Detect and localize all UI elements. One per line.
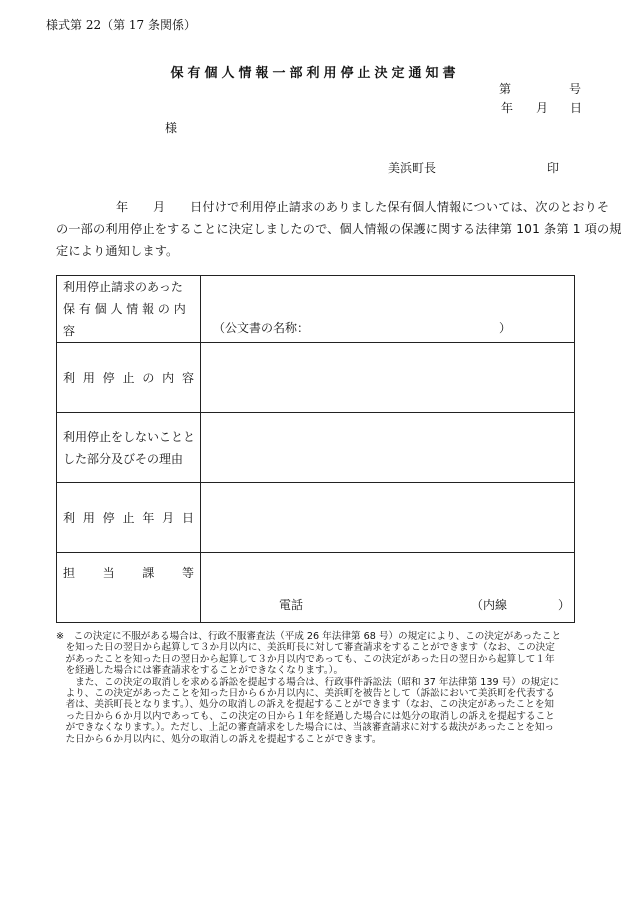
label-char: 止: [122, 371, 135, 385]
label-char: 当: [102, 565, 115, 580]
note-line: を経過した場合には審査請求をすることができなくなります。）。: [56, 665, 344, 677]
telephone-label: 電話: [279, 598, 304, 612]
label-char: 月: [162, 511, 175, 525]
label-suspension-date: [57, 483, 201, 553]
label-line: 保 有 個 人 情 報 の 内 容: [63, 302, 186, 338]
label-char: 容: [181, 371, 194, 385]
label-char: 停: [102, 371, 115, 385]
label-line: した部分及びその理由: [63, 451, 184, 466]
note-line: ができなくなります。）。ただし、上記の審査請求をした場合には、当該審査請求に対する裁決があったことを知っ: [56, 722, 555, 734]
label-suspension-content: [57, 343, 201, 413]
doc-name-label: （公文書の名称：: [213, 321, 310, 335]
date-day: 日: [570, 101, 583, 115]
label-not-suspended-reason: [57, 413, 201, 483]
note-line: より、この決定があったことを知った日から６か月以内に、美浜町を被告として（訴訟において美浜町を代表する: [56, 688, 555, 700]
note-line: を知った日の翌日から起算して３か月以内に、美浜町長に対して審査請求をすることができます（なお、この決定: [56, 642, 555, 654]
table-row: [57, 413, 575, 483]
label-char: 用: [82, 511, 95, 525]
not-suspended-reason-field[interactable]: [201, 413, 575, 483]
label-requested-info: [57, 276, 201, 343]
note-line: また、この決定の取消しを求める訴訟を提起する場合は、行政事件訴訟法（昭和 37 年法律第 139 号）の規定に: [56, 676, 560, 688]
label-line: 利用停止をしないことと: [63, 429, 196, 444]
note-line: ※ この決定に不服がある場合は、行政不服審査法（平成 26 年法律第 68 号）の規定により、この決定があったこと: [56, 631, 562, 642]
body-line: 年 月 日付けで利用停止請求のありました保有個人情報については、次のとおりそ: [116, 200, 610, 214]
extension-label: （内線: [471, 598, 508, 612]
table-row: [57, 343, 575, 413]
seal-mark: 印: [547, 161, 560, 175]
extension-close: ）: [558, 598, 571, 612]
label-char: 年: [142, 511, 155, 525]
note-line: 者は、美浜町長となります。）、処分の取消しの訴えを提起することができます（なお、この決定があったことを知: [56, 699, 555, 711]
table-row: [57, 483, 575, 553]
table-row: [57, 553, 575, 623]
label-char: 利: [63, 511, 76, 525]
label-char: 止: [122, 511, 135, 525]
label-section-in-charge: [57, 553, 201, 623]
sender-name: 美浜町長: [388, 161, 437, 175]
label-char: 利: [63, 371, 76, 385]
recipient-honorific: 様: [165, 121, 178, 135]
label-char: 等: [181, 565, 194, 580]
label-char: 課: [142, 565, 155, 580]
body-line: の一部の利用停止をすることに決定しましたので、個人情報の保護に関する法律第 101 条第 1 項の規: [56, 222, 622, 236]
suspension-content-field[interactable]: [201, 343, 575, 413]
document-title: 保有個人情報一部利用停止決定通知書: [170, 66, 460, 81]
label-char: 内: [162, 371, 175, 385]
section-in-charge-field[interactable]: [201, 553, 575, 623]
notice-body: [56, 196, 622, 262]
doc-number-prefix: 第: [499, 82, 512, 96]
date-year: 年: [501, 101, 514, 115]
note-line: があったことを知った日の翌日から起算して３か月以内であっても、この決定があった日の翌日から起算して１年: [56, 653, 555, 665]
requested-info-field[interactable]: [201, 276, 575, 343]
label-char: 日: [181, 511, 194, 525]
suspension-date-field[interactable]: [201, 483, 575, 553]
body-line: 定により通知します。: [56, 244, 179, 258]
label-line: 利用停止請求のあった: [63, 280, 183, 294]
decision-table: [56, 275, 575, 623]
note-line: た日から６か月以内に、処分の取消しの訴えを提起することができます。: [56, 733, 382, 745]
table-row: [57, 276, 575, 343]
doc-name-close: ）: [499, 321, 512, 335]
label-char: の: [142, 371, 155, 385]
note-line: った日から６か月以内であっても、この決定の日から１年を経過した場合には処分の取消しの訴えを提起すること: [56, 710, 555, 722]
label-char: 用: [82, 371, 95, 385]
date-month: 月: [536, 101, 549, 115]
form-number: 様式第 22（第 17 条関係）: [46, 18, 196, 32]
appeal-notes: [56, 631, 580, 745]
doc-number-suffix: 号: [569, 82, 582, 96]
label-char: 担: [63, 565, 76, 580]
label-char: 停: [102, 511, 115, 525]
